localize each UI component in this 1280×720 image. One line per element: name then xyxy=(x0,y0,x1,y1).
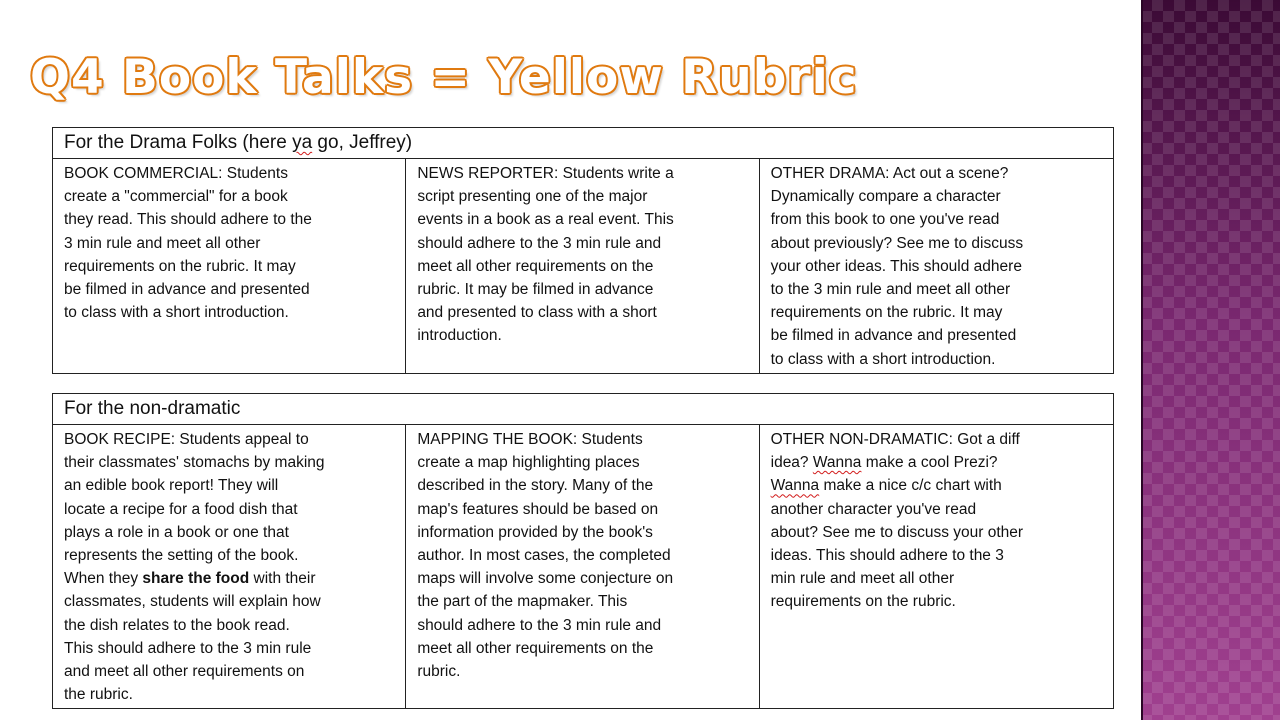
drama-header-squiggle: ya xyxy=(292,132,313,153)
drama-header-prefix: For the Drama Folks (here xyxy=(64,132,293,153)
other-drama-cell: OTHER DRAMA: Act out a scene? Dynamically compare a character from this book to one you've read about previously? See me to discuss your other ideas. This should adhere to the 3 min rule and meet all other requirements on the rubric. It may be filmed in advance and presented to class with a short introduction. xyxy=(759,159,1113,374)
wanna-squiggle-1: Wanna xyxy=(812,454,862,472)
news-reporter-cell: NEWS REPORTER: Students write a script presenting one of the major events in a book as a real event. This should adhere to the 3 min rule and meet all other requirements on the rubric. It may be filmed in advance and presented to class with a short introduction. xyxy=(406,159,759,374)
drama-options-table xyxy=(52,127,1114,374)
other-nd-rest: make a nice c/c chart with another character you've read about? See me to discuss your other ideas. This should adhere to the 3 min rule and meet all other requirements on the rubric. xyxy=(770,477,1024,611)
non-dramatic-table-header: For the non-dramatic xyxy=(53,394,1114,425)
recipe-text-after: with their classmates, students will explain how the dish relates to the book read. This should adhere to the 3 min rule and meet all other requirements on the rubric. xyxy=(64,570,321,704)
non-dramatic-options-table xyxy=(52,393,1114,709)
drama-table-header xyxy=(53,128,1114,159)
drama-header-suffix: go, Jeffrey) xyxy=(312,132,413,153)
other-nd-mid: make a cool Prezi? xyxy=(865,454,998,472)
book-commercial-cell: BOOK COMMERCIAL: Students create a "commercial" for a book they read. This should adhere to the 3 min rule and meet all other requirements on the rubric. It may be filmed in advance and presented to class with a short introduction. xyxy=(53,159,406,374)
book-recipe-cell xyxy=(53,425,406,709)
other-non-dramatic-cell xyxy=(759,425,1113,709)
decorative-side-band xyxy=(1141,0,1280,720)
wanna-squiggle-2: Wanna xyxy=(770,477,820,495)
mapping-the-book-cell: MAPPING THE BOOK: Students create a map highlighting places described in the story. Many of the map's features should be based on information provided by the book's author. In most cases, the completed maps will involve some conjecture on the part of the mapmaker. This should adhere to the 3 min rule and meet all other requirements on the rubric. xyxy=(406,425,759,709)
other-nd-prefix: OTHER NON-DRAMATIC: Got a diff idea? xyxy=(770,431,1020,472)
recipe-text-before: BOOK RECIPE: Students appeal to their classmates' stomachs by making an edible book report! They will locate a recipe for a food dish that plays a role in a book or one that represents the setting of the book. When they xyxy=(64,431,325,588)
slide-title: Q4 Book Talks = Yellow Rubric xyxy=(30,50,858,105)
recipe-bold-phrase: share the food xyxy=(142,570,250,588)
